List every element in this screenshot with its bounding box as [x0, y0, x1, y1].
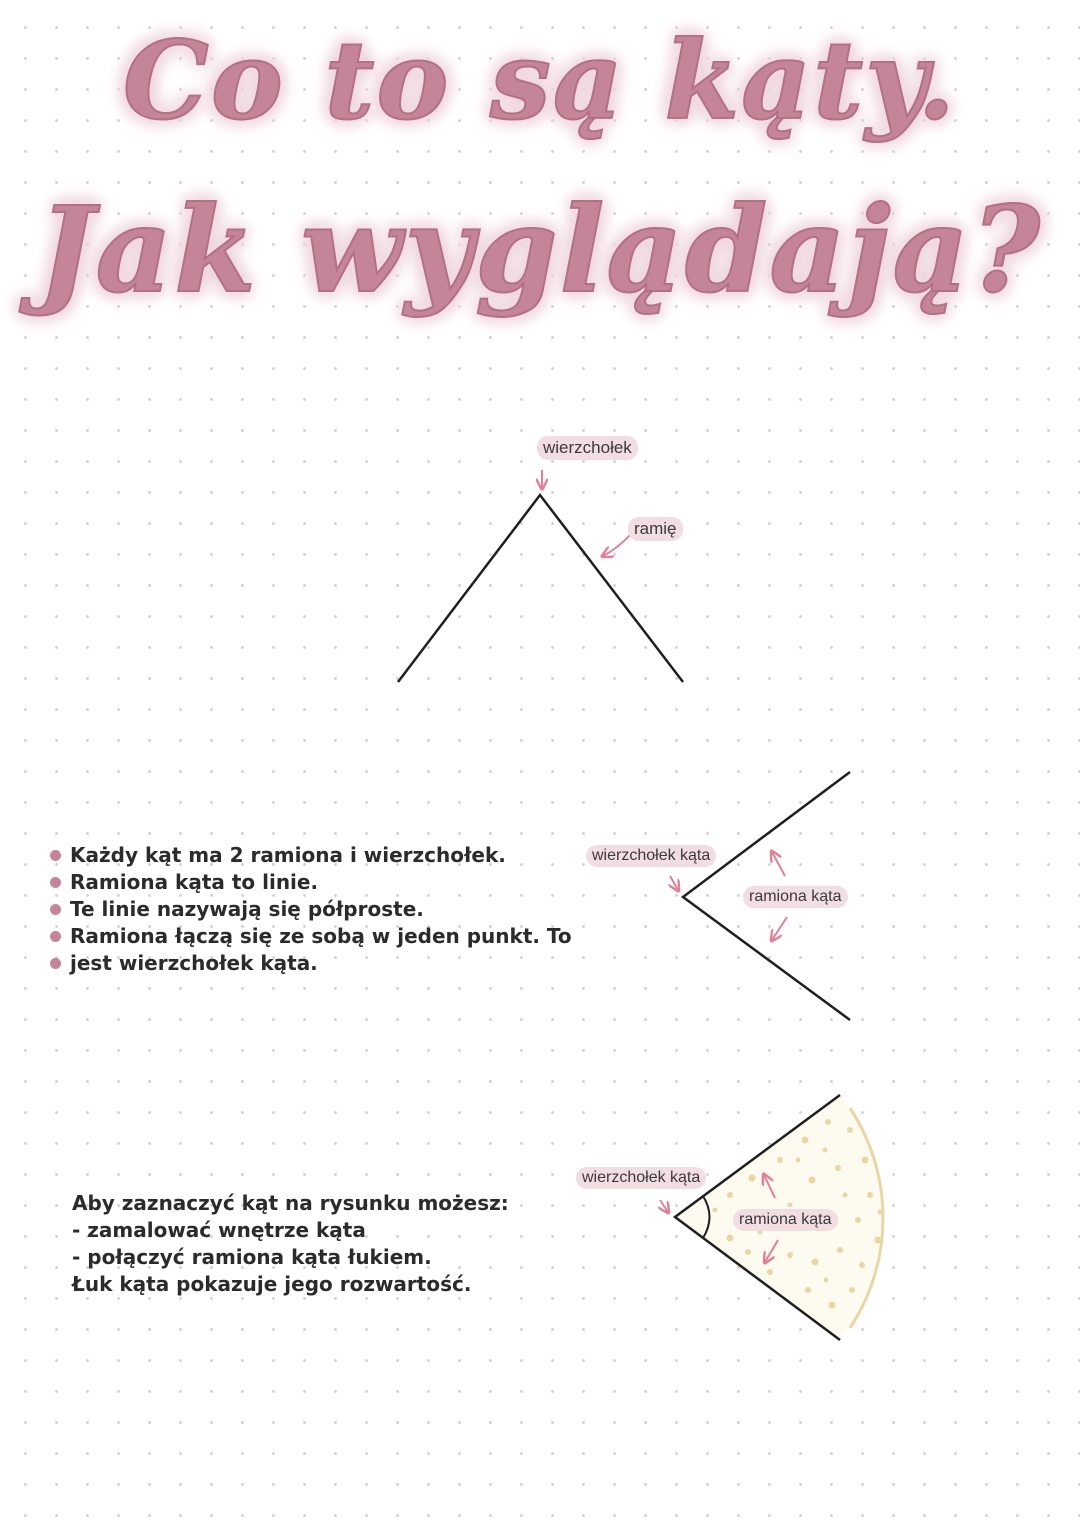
page-title-line-1: Co to są kąty.: [122, 18, 958, 144]
arm-label-1: ramię: [628, 517, 683, 541]
angle-facts: [50, 842, 572, 977]
vertex-label-3: wierzchołek kąta: [576, 1167, 706, 1189]
vertex-label-2: wierzchołek kąta: [586, 845, 716, 867]
list-item: Te linie nazywają się półproste.: [50, 896, 572, 923]
list-item: Ramiona kąta to linie.: [50, 869, 572, 896]
arm-arrow-2-up: [772, 852, 785, 876]
vertex-label-1: wierzchołek: [537, 436, 638, 460]
list-item: Ramiona łączą się ze sobą w jeden punkt. To: [50, 923, 572, 950]
marking-line-4: Łuk kąta pokazuje jego rozwartość.: [72, 1272, 472, 1296]
page-title-line-2: Jak wyglądają?: [37, 180, 1043, 319]
arm-arrow-1: [603, 535, 630, 556]
bullet-dot-icon: [50, 931, 61, 942]
facts-list: [50, 842, 572, 977]
arms-label-2: ramiona kąta: [743, 886, 848, 908]
arm-arrow-2-down: [772, 917, 787, 940]
marking-instructions: [72, 1190, 509, 1298]
list-item: Każdy kąt ma 2 ramiona i wierzchołek.: [50, 842, 572, 869]
arms-label-3: ramiona kąta: [733, 1209, 838, 1231]
marking-line-1: Aby zaznaczyć kąt na rysunku możesz:: [72, 1191, 509, 1215]
list-item: jest wierzchołek kąta.: [50, 950, 572, 977]
vertex-arrow-3: [660, 1200, 668, 1212]
bullet-dot-icon: [50, 850, 61, 861]
marking-line-3: - połączyć ramiona kąta łukiem.: [72, 1245, 432, 1269]
marking-line-2: - zamalować wnętrze kąta: [72, 1218, 366, 1242]
bullet-dot-icon: [50, 904, 61, 915]
angle-diagram-1: [398, 470, 683, 682]
bullet-dot-icon: [50, 958, 61, 969]
vertex-arrow-2: [670, 876, 678, 890]
bullet-dot-icon: [50, 877, 61, 888]
